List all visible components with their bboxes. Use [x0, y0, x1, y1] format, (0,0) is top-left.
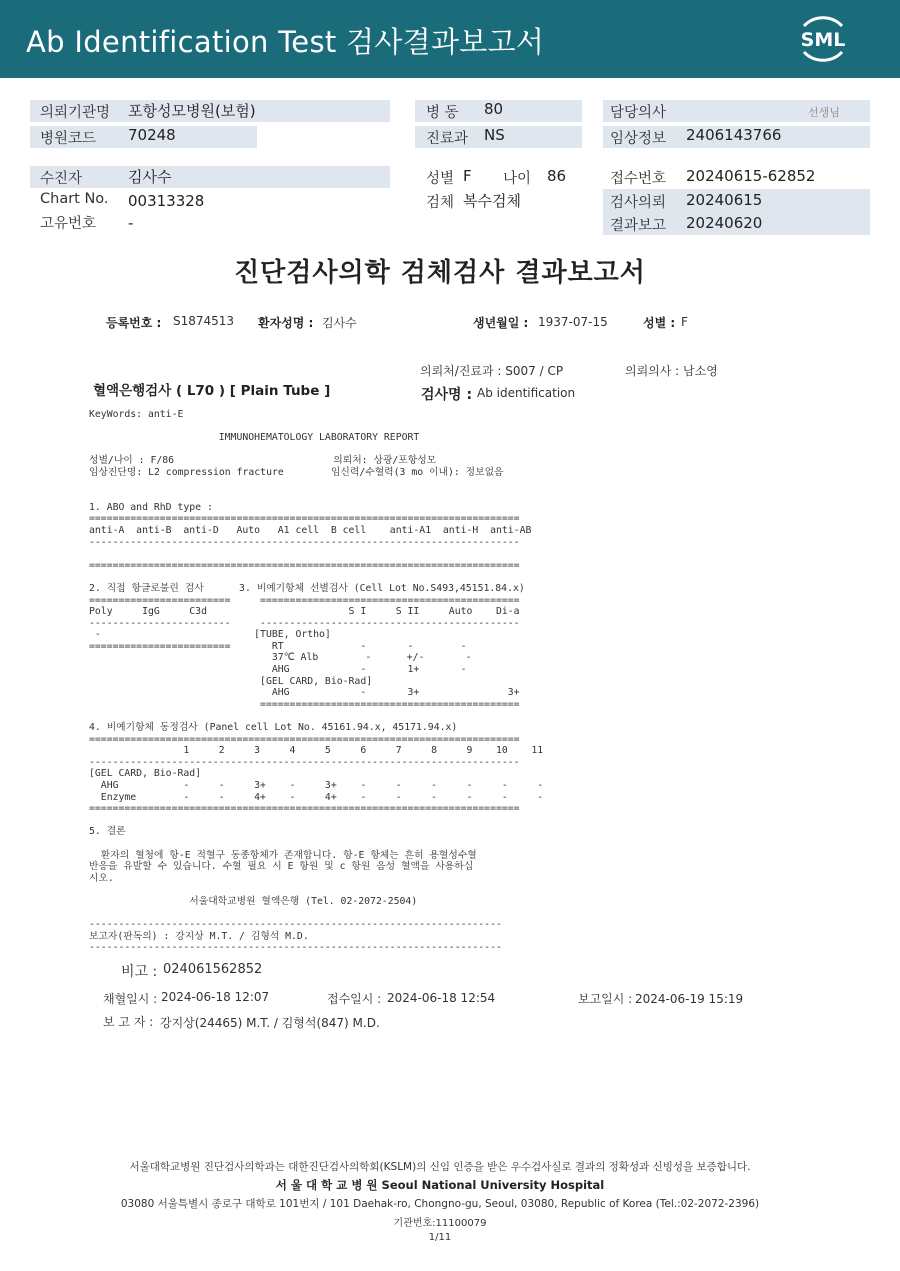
institution-value: 포항성모병원(보험) [128, 102, 256, 120]
report-line: 시오. [89, 872, 114, 884]
specimen-label: 검체 [426, 195, 455, 211]
report-sex-label: 성별 : [643, 316, 676, 330]
report-line [89, 571, 543, 583]
report-line: 반응을 유발할 수 있습니다. 수혈 필요 시 E 항원 및 c 항원 음성 혈액을 사용하십 [89, 861, 474, 873]
uid-label: 고유번호 [40, 216, 97, 232]
report-line [89, 444, 543, 456]
chart-label: Chart No. [40, 191, 109, 207]
report-line: ============================================ [89, 698, 520, 710]
report-line: 1. ABO and RhD type : [89, 501, 213, 513]
test-name-label: 검사명 : [421, 387, 473, 403]
report-line [89, 421, 543, 433]
reported-label: 보고일시 : [578, 992, 633, 1006]
test-group: 혈액은행검사 ( L70 ) [ Plain Tube ] [93, 383, 331, 399]
report-line: ------------------------------------------------------------------------- [89, 536, 520, 548]
header-banner [0, 0, 900, 78]
footer-org-number: 기관번호:11100079 [393, 1218, 487, 1229]
hospital-code-label: 병원코드 [40, 131, 97, 147]
report-sex-value: F [681, 315, 688, 329]
report-line [89, 479, 543, 491]
dob-label: 생년월일 : [473, 316, 529, 330]
note-value: 024061562852 [163, 962, 263, 977]
sex-value: F [463, 167, 472, 185]
report-line: ======================== RT - - - [89, 640, 467, 652]
patient-name-label: 환자성명 : [258, 316, 314, 330]
report-line [89, 838, 543, 850]
banner-title: Ab Identification Test 검사결과보고서 [26, 25, 545, 59]
report-line: [GEL CARD, Bio-Rad] [89, 768, 202, 780]
registration-label: 등록번호 : [106, 316, 162, 330]
note-label: 비고 : [121, 964, 158, 980]
report-line: Enzyme - - 4+ - 4+ - - - - - - [89, 791, 544, 803]
report-line: AHG - 3+ 3+ [89, 687, 520, 699]
collect-label: 채혈일시 : [103, 992, 158, 1006]
patient-value: 김사수 [128, 168, 172, 186]
report-line: IMMUNOHEMATOLOGY LABORATORY REPORT [89, 432, 420, 444]
receipt-label: 접수번호 [610, 171, 667, 187]
uid-value: - [128, 214, 134, 232]
report-line [89, 710, 543, 722]
request-label: 검사의뢰 [610, 195, 667, 211]
receive-value: 2024-06-18 12:54 [387, 991, 496, 1005]
patient-bar [30, 166, 390, 188]
chart-value: 00313328 [128, 192, 205, 210]
footer-address: 03080 서울특별시 종로구 대학로 101번지 / 101 Daehak-ro, Chongno-gu, Seoul, 03080, Republic of Korea (Tel.:02-2072-2396) [120, 1198, 760, 1210]
physician-text: 의뢰의사 : 남소영 [625, 364, 718, 378]
ward-value: 80 [484, 100, 504, 118]
report-label: 결과보고 [610, 218, 667, 234]
hospital-code-value: 70248 [128, 126, 176, 144]
report-line: Poly IgG C3d S I S II Auto Di-a [89, 606, 520, 618]
report-line: ========================================================================= [89, 513, 520, 525]
document-title: 진단검사의학 검체검사 결과보고서 [234, 258, 646, 288]
report-line: AHG - - 3+ - 3+ - - - - - - [89, 780, 544, 791]
report-line [89, 908, 543, 920]
dob-value: 1937-07-15 [538, 315, 608, 329]
report-line: - [TUBE, Ortho] [89, 629, 331, 641]
clinical-label: 임상정보 [610, 131, 667, 147]
report-line: anti-A anti-B anti-D Auto A1 cell B cell anti-A1 anti-H anti-AB [89, 524, 532, 536]
report-line: 1 2 3 4 5 6 7 8 9 10 11 [89, 745, 544, 757]
patient-name-value: 김사수 [322, 316, 357, 330]
page-number: 1/11 [428, 1232, 452, 1243]
report-line: ---------------------------------------------------------------------- [89, 942, 502, 954]
registration-value: S1874513 [173, 314, 235, 328]
patient-label: 수진자 [40, 171, 83, 187]
report-line [89, 548, 543, 560]
dept-value: NS [484, 126, 505, 144]
footer-hospital-name: 서 울 대 학 교 병 원 Seoul National University Hospital [275, 1178, 605, 1192]
receive-label: 접수일시 : [327, 992, 382, 1006]
report-line [89, 884, 543, 896]
report-line: AHG - 1+ - [89, 664, 467, 676]
logo-text: SML [800, 29, 846, 51]
report-line: ------------------------ -------------------------------------------- [89, 617, 520, 629]
report-line: ======================== ============================================ [89, 594, 520, 606]
reporter-label: 보 고 자 : [103, 1015, 154, 1029]
report-line: KeyWords: anti-E [89, 409, 184, 420]
request-value: 20240615 [686, 191, 763, 209]
report-line: [GEL CARD, Bio-Rad] [89, 675, 373, 687]
sml-logo [792, 10, 854, 68]
age-label: 나이 [503, 171, 532, 187]
report-line: 임상진단명: L2 compression fracture 임신력/수혈력(3 mo 이내): 정보없음 [89, 466, 504, 478]
age-value: 86 [547, 167, 567, 185]
doctor-label: 담당의사 [610, 105, 667, 121]
ward-label: 병 동 [426, 105, 459, 121]
specimen-value: 복수검체 [463, 192, 521, 210]
report-line: ------------------------------------------------------------------------- [89, 756, 520, 768]
report-line: 보고자(판독의) : 강지상 M.T. / 김형석 M.D. [89, 930, 309, 942]
reporter-value: 강지상(24465) M.T. / 김형석(847) M.D. [160, 1016, 380, 1030]
report-line: 4. 비예기항체 동정검사 (Panel cell Lot No. 45161.94.x, 45171.94.x) [89, 722, 458, 734]
report-line: ---------------------------------------------------------------------- [89, 919, 502, 931]
clinical-value: 2406143766 [686, 126, 782, 144]
receipt-value: 20240615-62852 [686, 167, 816, 185]
report-body [89, 409, 543, 954]
reported-value: 2024-06-19 15:19 [635, 992, 744, 1006]
report-line: 환자의 혈청에 항-E 적혈구 동종항체가 존재합니다. 항-E 항체는 흔히 용혈성수혈 [89, 849, 477, 861]
report-line: ========================================================================= [89, 803, 520, 815]
report-line: 성별/나이 : F/86 의뢰처: 상광/포항성모 [89, 455, 437, 467]
report-line: 37℃ Alb - +/- - [89, 652, 472, 664]
sex-label: 성별 [426, 171, 455, 187]
dept-text: 의뢰처/진료과 : S007 / CP [420, 364, 564, 378]
report-line [89, 490, 543, 502]
report-line: 2. 직접 항글로불린 검사 3. 비예기항체 선별검사 (Cell Lot No.S493,45151.84.x) [89, 582, 525, 594]
dept-label: 진료과 [426, 131, 469, 147]
report-line: 5. 결론 [89, 826, 126, 838]
doctor-value: 선생님 [808, 106, 840, 119]
institution-label: 의뢰기관명 [40, 105, 111, 121]
footer-certification: 서울대학교병원 진단검사의학과는 대한진단검사의학회(KSLM)의 신임 인증을 받은 우수검사실로 결과의 정확성과 신빙성을 보증합니다. [129, 1161, 751, 1173]
report-value: 20240620 [686, 214, 763, 232]
report-line: 서울대학교병원 혈액은행 (Tel. 02-2072-2504) [89, 895, 418, 907]
report-line [89, 815, 543, 827]
collect-value: 2024-06-18 12:07 [161, 990, 270, 1004]
test-name-value: Ab identification [477, 386, 576, 400]
report-line: ========================================================================= [89, 733, 520, 745]
report-line: ========================================================================= [89, 559, 520, 571]
